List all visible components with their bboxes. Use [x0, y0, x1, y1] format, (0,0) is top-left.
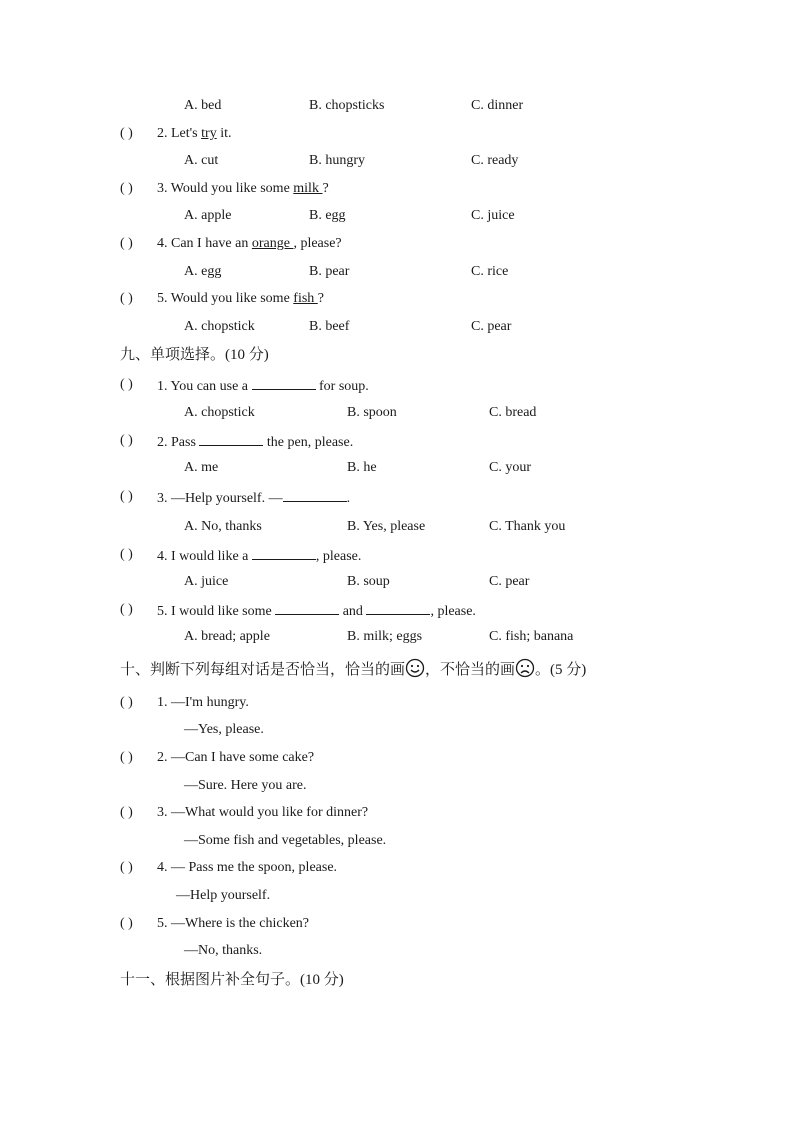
option-c: C. juice	[471, 208, 515, 223]
answer-paren[interactable]: ( )	[120, 916, 133, 931]
question-text: 2. Pass the pen, please.	[157, 435, 354, 450]
question-text: 5. Would you like some fish ?	[157, 291, 324, 306]
question-text: 5. I would like some and , please.	[157, 604, 476, 619]
option-a: A. No, thanks	[184, 519, 262, 534]
option-c: C. rice	[471, 264, 509, 279]
option-b: B. spoon	[347, 405, 397, 420]
option-a: A. juice	[184, 574, 229, 589]
answer-paren[interactable]: ( )	[120, 602, 133, 617]
option-b: B. chopsticks	[309, 98, 385, 113]
option-b: B. milk; eggs	[347, 629, 423, 644]
smiley-face-icon	[405, 658, 425, 678]
fill-blank[interactable]	[366, 602, 430, 615]
option-c: C. ready	[471, 153, 519, 168]
dialog-line-1: 4. — Pass me the spoon, please.	[157, 860, 338, 875]
answer-paren[interactable]: ( )	[120, 181, 133, 196]
option-b: B. egg	[309, 208, 346, 223]
option-b: B. Yes, please	[347, 519, 426, 534]
option-a: A. cut	[184, 153, 219, 168]
answer-paren[interactable]: ( )	[120, 547, 133, 562]
option-b: B. hungry	[309, 153, 365, 168]
dialog-line-1: 2. —Can I have some cake?	[157, 750, 315, 765]
section-10-heading: 十、判断下列每组对话是否恰当，恰当的画 ，不恰当的画 。(5 分)	[120, 662, 586, 678]
dialog-line-2: —No, thanks.	[184, 943, 263, 958]
dialog-line-1: 5. —Where is the chicken?	[157, 916, 309, 931]
fill-blank[interactable]	[252, 547, 316, 560]
option-c: C. Thank you	[489, 519, 566, 534]
option-c: C. your	[489, 460, 531, 475]
option-b: B. he	[347, 460, 377, 475]
option-c: C. bread	[489, 405, 537, 420]
question-text: 2. Let's try it.	[157, 126, 232, 141]
option-a: A. me	[184, 460, 219, 475]
answer-paren[interactable]: ( )	[120, 291, 133, 306]
option-a: A. chopstick	[184, 319, 255, 334]
answer-paren[interactable]: ( )	[120, 377, 133, 392]
underlined-word: milk	[293, 181, 323, 196]
answer-paren[interactable]: ( )	[120, 433, 133, 448]
question-text: 3. Would you like some milk ?	[157, 181, 329, 196]
option-c: C. pear	[471, 319, 512, 334]
option-a: A. bed	[184, 98, 222, 113]
dialog-line-2: —Sure. Here you are.	[184, 778, 307, 793]
option-c: C. fish; banana	[489, 629, 574, 644]
dialog-line-2: —Some fish and vegetables, please.	[184, 833, 387, 848]
fill-blank[interactable]	[199, 433, 263, 446]
underlined-word: try	[201, 126, 217, 141]
dialog-line-1: 3. —What would you like for dinner?	[157, 805, 369, 820]
option-a: A. bread; apple	[184, 629, 270, 644]
sad-face-icon	[515, 658, 535, 678]
section-11-heading: 十一、根据图片补全句子。(10 分)	[120, 972, 344, 988]
underlined-word: fish	[293, 291, 318, 306]
dialog-line-2: —Yes, please.	[184, 722, 264, 737]
question-text: 4. Can I have an orange , please?	[157, 236, 342, 251]
answer-paren[interactable]: ( )	[120, 805, 133, 820]
answer-paren[interactable]: ( )	[120, 489, 133, 504]
question-text: 1. You can use a for soup.	[157, 379, 369, 394]
answer-paren[interactable]: ( )	[120, 236, 133, 251]
option-a: A. chopstick	[184, 405, 255, 420]
fill-blank[interactable]	[275, 602, 339, 615]
option-c: C. pear	[489, 574, 530, 589]
fill-blank[interactable]	[252, 377, 316, 390]
option-a: A. apple	[184, 208, 232, 223]
dialog-line-1: 1. —I'm hungry.	[157, 695, 249, 710]
answer-paren[interactable]: ( )	[120, 695, 133, 710]
option-b: B. pear	[309, 264, 350, 279]
option-b: B. beef	[309, 319, 350, 334]
option-c: C. dinner	[471, 98, 524, 113]
dialog-line-2: —Help yourself.	[176, 888, 271, 903]
option-a: A. egg	[184, 264, 222, 279]
question-text: 3. —Help yourself. — .	[157, 491, 351, 506]
answer-paren[interactable]: ( )	[120, 126, 133, 141]
answer-paren[interactable]: ( )	[120, 750, 133, 765]
question-text: 4. I would like a , please.	[157, 549, 362, 564]
section-9-heading: 九、单项选择。(10 分)	[120, 347, 269, 363]
fill-blank[interactable]	[283, 489, 347, 502]
answer-paren[interactable]: ( )	[120, 860, 133, 875]
underlined-word: orange	[251, 236, 294, 251]
option-b: B. soup	[347, 574, 390, 589]
